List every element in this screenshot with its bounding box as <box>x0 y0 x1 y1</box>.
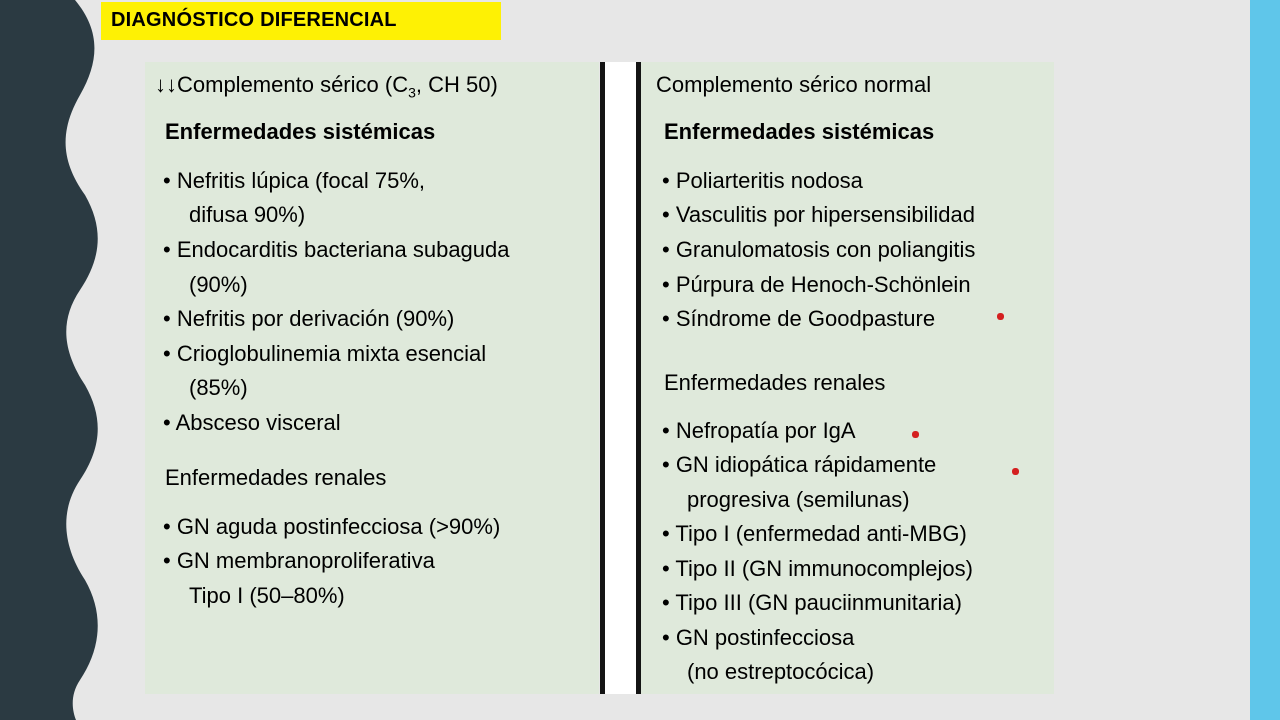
right-renal-line: • GN idiopática rápidamente <box>662 452 937 477</box>
right-header: Complemento sérico normal <box>656 72 932 97</box>
right-renal-line: • GN postinfecciosa <box>662 625 855 650</box>
left-systemic-line: difusa 90%) <box>189 202 306 227</box>
right-systemic-line: • Poliarteritis nodosa <box>662 168 863 193</box>
left-systemic-line: • Absceso visceral <box>163 410 341 435</box>
decorative-wave-band <box>0 0 110 720</box>
divider-line-left <box>600 62 605 694</box>
right-accent-band <box>1250 0 1280 720</box>
right-renal-line: (no estreptocócica) <box>687 659 875 684</box>
annotation-mark <box>1012 468 1019 475</box>
left-header-text: Complemento sérico (C <box>177 72 409 97</box>
slide-title <box>101 2 501 40</box>
right-renal-line: • Tipo II (GN immunocomplejos) <box>662 556 973 581</box>
right-renal-line: progresiva (semilunas) <box>687 487 910 512</box>
left-systemic-line: (90%) <box>189 272 248 297</box>
right-systemic-line: • Granulomatosis con poliangitis <box>662 237 976 262</box>
left-header-tail: , CH 50) <box>415 72 498 97</box>
down-arrows-icon: ↓↓ <box>155 72 177 97</box>
left-systemic-line: • Crioglobulinemia mixta esencial <box>163 341 487 366</box>
panel-gap <box>604 62 637 694</box>
left-renal-line: Tipo I (50–80%) <box>189 583 345 608</box>
left-renal-line: • GN aguda postinfecciosa (>90%) <box>163 514 501 539</box>
right-renal-line: • Tipo I (enfermedad anti-MBG) <box>662 521 967 546</box>
left-systemic-line: • Endocarditis bacteriana subaguda <box>163 237 510 262</box>
right-systemic-heading: Enfermedades sistémicas <box>664 119 935 144</box>
left-header-subscript: 3 <box>408 84 416 101</box>
left-header <box>155 72 498 101</box>
slide-title-text: DIAGNÓSTICO DIFERENCIAL <box>111 9 397 31</box>
left-renal-line: • GN membranoproliferativa <box>163 548 435 573</box>
right-systemic-line: • Púrpura de Henoch-Schönlein <box>662 272 971 297</box>
left-systemic-line: • Nefritis lúpica (focal 75%, <box>163 168 426 193</box>
left-systemic-line: • Nefritis por derivación (90%) <box>163 306 455 331</box>
annotation-mark <box>912 431 919 438</box>
right-renal-line: • Nefropatía por IgA <box>662 418 856 443</box>
left-systemic-heading: Enfermedades sistémicas <box>165 119 436 144</box>
annotation-mark <box>997 313 1004 320</box>
right-renal-heading: Enfermedades renales <box>664 370 886 395</box>
right-systemic-line: • Síndrome de Goodpasture <box>662 306 936 331</box>
right-renal-line: • Tipo III (GN pauciinmunitaria) <box>662 590 962 615</box>
left-systemic-line: (85%) <box>189 375 248 400</box>
left-renal-heading: Enfermedades renales <box>165 465 387 490</box>
right-systemic-line: • Vasculitis por hipersensibilidad <box>662 202 976 227</box>
